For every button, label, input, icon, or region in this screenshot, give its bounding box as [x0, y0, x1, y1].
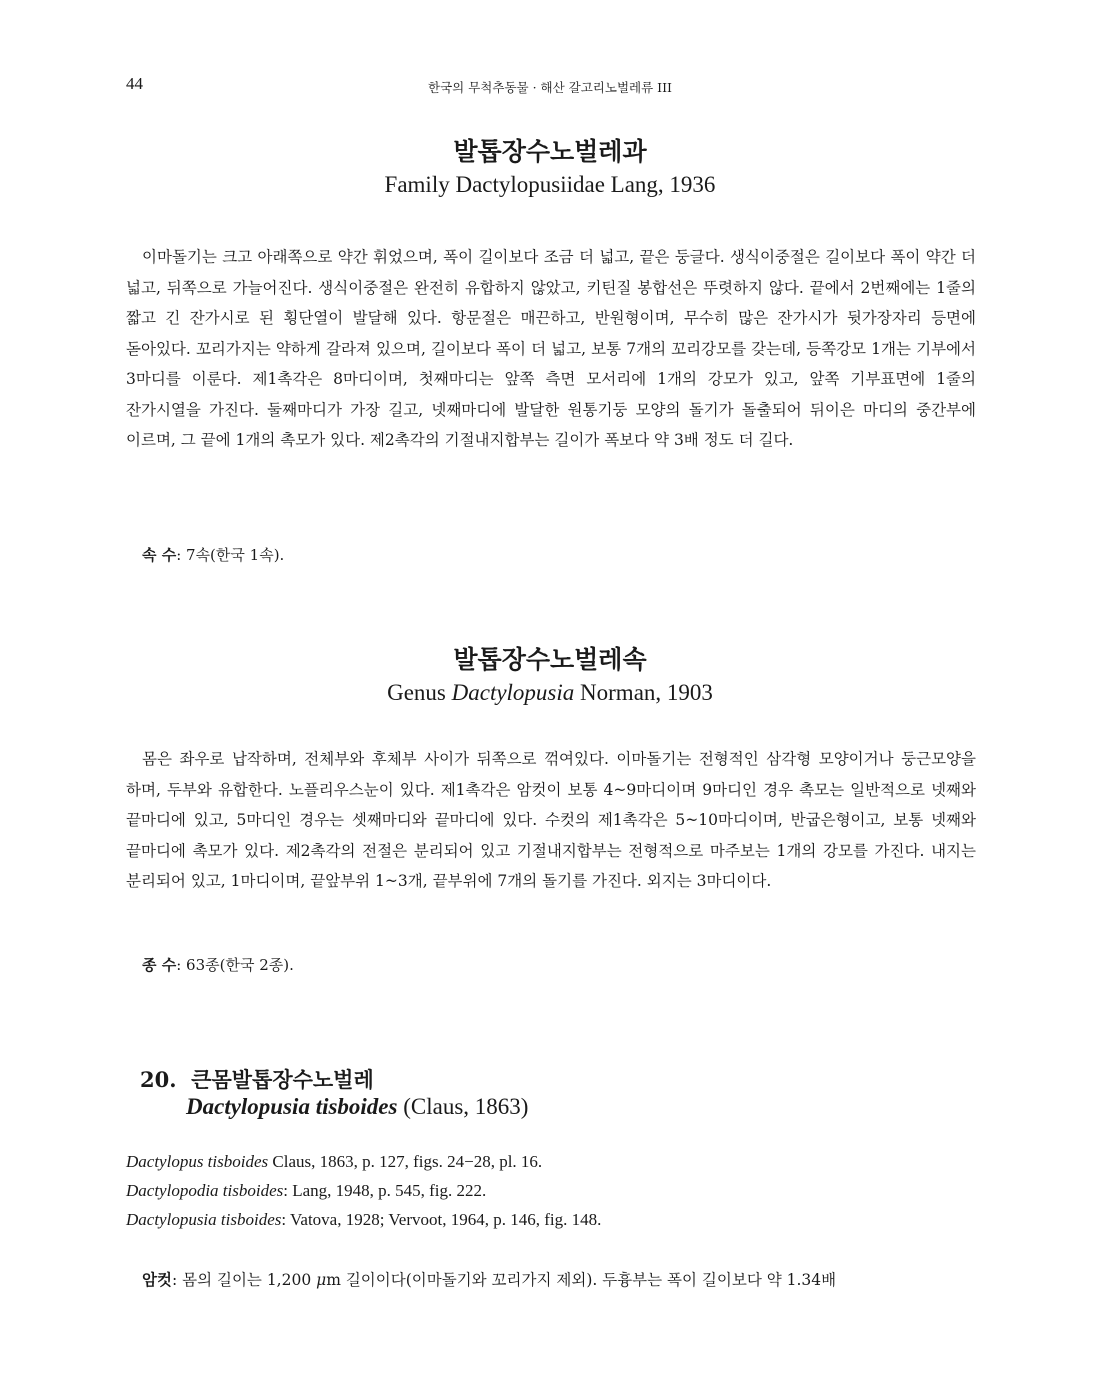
- female-description: [142, 1268, 836, 1290]
- female-text-1: : 몸의 길이는 1,200: [171, 1271, 317, 1289]
- synonym-name: Dactylopus tisboides: [126, 1152, 269, 1171]
- count-label: 속 수: [142, 546, 177, 564]
- female-text-2: m 길이이다(이마돌기와 꼬리가지 제외). 두흉부는 폭이 길이보다 약 1.34배: [326, 1271, 837, 1289]
- count-value: : 63종(한국 2종).: [176, 956, 294, 974]
- species-heading-sci: [186, 1094, 528, 1120]
- synonym-ref: Claus, 1863, p. 127, figs. 24−28, pl. 16.: [268, 1152, 543, 1171]
- running-header: 한국의 무척추동물 · 해산 갈고리노벌레류 III: [428, 80, 672, 95]
- family-description: 이마돌기는 크고 아래쪽으로 약간 휘었으며, 폭이 길이보다 조금 더 넓고, 끝은 둥글다. 생식이중절은 길이보다 폭이 약간 더 넓고, 뒤쪽으로 가늘어진다. 생식이중절은 완전히 유합하지 않았고, 키틴질 봉합선은 뚜렷하지 않다. 끝에서 2번째에는 1줄의 짧고 긴 잔가시로 된 횡단열이 발달해 있다. 항문절은 매끈하고, 반원형이며, 무수히 많은 잔가시가 뒷가장자리 등면에 돋아있다. 꼬리가지는 약하게 갈라져 있으며, 길이보다 폭이 더 넓고, 보통 7개의 꼬리강모를 갖는데, 등쪽강모 1개는 기부에서 3마디를 이룬다. 제1촉각은 8마디이며, 첫째마디는 앞쪽 측면 모서리에 1개의 강모가 있고, 앞쪽 기부표면에 1줄의 잔가시열을 가진다. 둘째마디가 가장 길고, 넷째마디에 발달한 원통기둥 모양의 돌기가 돌출되어 뒤이은 마디의 중간부에 이르며, 그 끝에 1개의 촉모가 있다. 제2촉각의 기절내지합부는 길이가 폭보다 약 3배 정도 더 길다.: [126, 248, 976, 449]
- species-number: 20.: [140, 1067, 177, 1092]
- family-title-ko: 발톱장수노벌레과: [453, 137, 647, 166]
- family-title-en: Family Dactylopusiidae Lang, 1936: [384, 172, 716, 197]
- species-heading-ko: [140, 1064, 374, 1094]
- species-sci-name: Dactylopusia tisboides: [186, 1094, 398, 1119]
- genus-title-prefix: Genus: [387, 680, 452, 705]
- genus-species-count: [142, 954, 294, 975]
- synonym-ref: : Lang, 1948, p. 545, fig. 222.: [283, 1181, 487, 1200]
- synonym-name: Dactylopodia tisboides: [126, 1181, 284, 1200]
- female-label: 암컷: [142, 1270, 172, 1289]
- genus-description: 몸은 좌우로 납작하며, 전체부와 후체부 사이가 뒤쪽으로 꺾여있다. 이마돌기는 전형적인 삼각형 모양이거나 둥근모양을 하며, 두부와 유합한다. 노플리우스눈이 있다. 제1촉각은 암컷이 보통 4~9마디이며 9마디인 경우 촉모는 일반적으로 넷째와 끝마디에 있고, 5마디인 경우는 셋째마디와 끝마디에 있다. 수컷의 제1촉각은 5~10마디이며, 반굽은형이고, 보통 넷째와 끝마디에 촉모가 있다. 제2촉각의 전절은 분리되어 있고 기절내지합부는 전형적으로 마주보는 1개의 강모를 가진다. 내지는 분리되어 있고, 1마디이며, 끝앞부위 1~3개, 끝부위에 7개의 돌기를 가진다. 외지는 3마디이다.: [126, 750, 976, 890]
- species-authority: (Claus, 1863): [397, 1094, 529, 1119]
- micro-unit: μ: [316, 1271, 327, 1289]
- synonym-line: [126, 1181, 486, 1201]
- page-number: 44: [126, 74, 143, 93]
- genus-title-ko: 발톱장수노벌레속: [453, 645, 647, 674]
- count-value: : 7속(한국 1속).: [176, 546, 285, 564]
- synonym-ref: : Vatova, 1928; Vervoot, 1964, p. 146, fig. 148.: [281, 1210, 602, 1229]
- genus-title-en: [0, 680, 1100, 706]
- count-label: 종 수: [142, 956, 177, 974]
- synonym-name: Dactylopusia tisboides: [126, 1210, 282, 1229]
- genus-title-name: Dactylopusia: [451, 680, 575, 705]
- species-name-ko: 큰몸발톱장수노벌레: [191, 1067, 374, 1092]
- family-genus-count: [142, 544, 284, 565]
- synonym-line: [126, 1210, 601, 1230]
- genus-title-suffix: Norman, 1903: [574, 680, 713, 705]
- synonym-line: [126, 1152, 542, 1172]
